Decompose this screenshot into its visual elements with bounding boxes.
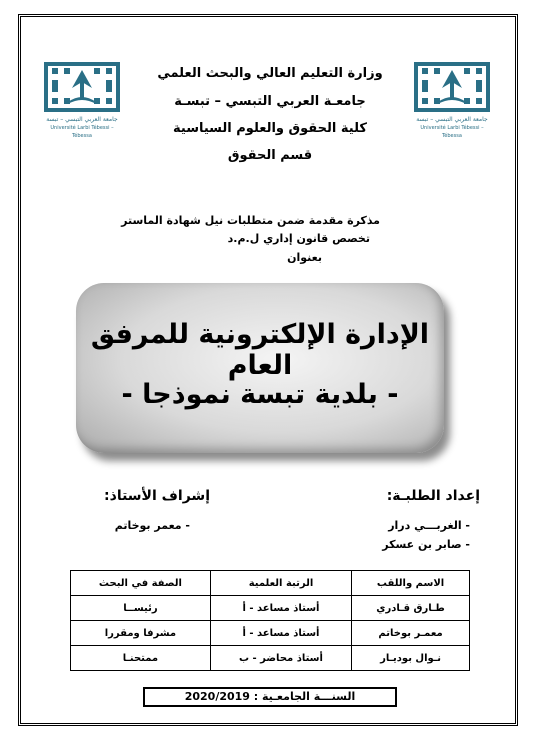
thesis-specialty: تخصص قانون إداري ل.م.د [227, 232, 370, 245]
thesis-type: مذكرة مقدمة ضمن متطلبات نيل شهادة الماستر [121, 214, 380, 227]
university-logo-right [410, 58, 494, 142]
committee-table [70, 570, 470, 671]
ministry-name: وزارة التعليم العالي والبحث العلمي [157, 66, 383, 81]
table-row [71, 646, 470, 671]
logo-arabic-text: جامعة العربي التبسي – تبسة [416, 116, 488, 123]
university-emblem-icon [410, 58, 494, 116]
table-cell: مشرفا ومقررا [71, 621, 211, 646]
table-header-row [71, 571, 470, 596]
table-cell: نـوال بوديـار [352, 646, 470, 671]
table-row [71, 621, 470, 646]
thesis-title-line-1: الإدارة الإلكترونية للمرفق العام [90, 319, 430, 381]
table-cell: طـارق قـادري [352, 596, 470, 621]
table-row [71, 596, 470, 621]
table-header-cell: الصفة في البحث [71, 571, 211, 596]
student-name-1: - الغربـــي درار [388, 519, 470, 532]
faculty-name: كلية الحقوق والعلوم السياسية [173, 121, 367, 136]
table-cell: أستاذ محاضر - ب [210, 646, 351, 671]
thesis-title-label: بعنوان [287, 251, 322, 264]
thesis-title-box [76, 283, 444, 453]
supervisor-name: - معمر بوخاتم [114, 519, 190, 532]
students-label: إعداد الطلبـة: [386, 488, 480, 504]
logo-latin-text: Université Larbi Tébessi – Tébessa [50, 125, 114, 139]
university-name: جامعـة العربي التبسي – تبسـة [174, 94, 366, 109]
department-name: قسم الحقوق [227, 148, 313, 163]
table-header-cell: الاسم واللقب [352, 571, 470, 596]
student-name-2: - صابر بن عسكر [382, 538, 470, 551]
university-logo-left [40, 58, 124, 142]
table-cell: رئيســا [71, 596, 211, 621]
table-cell: أستاذ مساعد - أ [210, 596, 351, 621]
logo-latin-text: Université Larbi Tébessi – Tébessa [420, 125, 484, 139]
supervisor-label: إشراف الأستاذ: [104, 488, 210, 504]
academic-year: السنـــة الجامعـية : 2020/2019 [143, 687, 397, 707]
table-cell: معمـر بوخاتم [352, 621, 470, 646]
table-cell: أستاذ مساعد - أ [210, 621, 351, 646]
university-emblem-icon [40, 58, 124, 116]
table-header-cell: الرتبة العلمية [210, 571, 351, 596]
table-cell: ممتحنـا [71, 646, 211, 671]
thesis-title-line-2: - بلدية تبسة نموذجا - [121, 379, 399, 410]
logo-arabic-text: جامعة العربي التبسي – تبسة [46, 116, 118, 123]
